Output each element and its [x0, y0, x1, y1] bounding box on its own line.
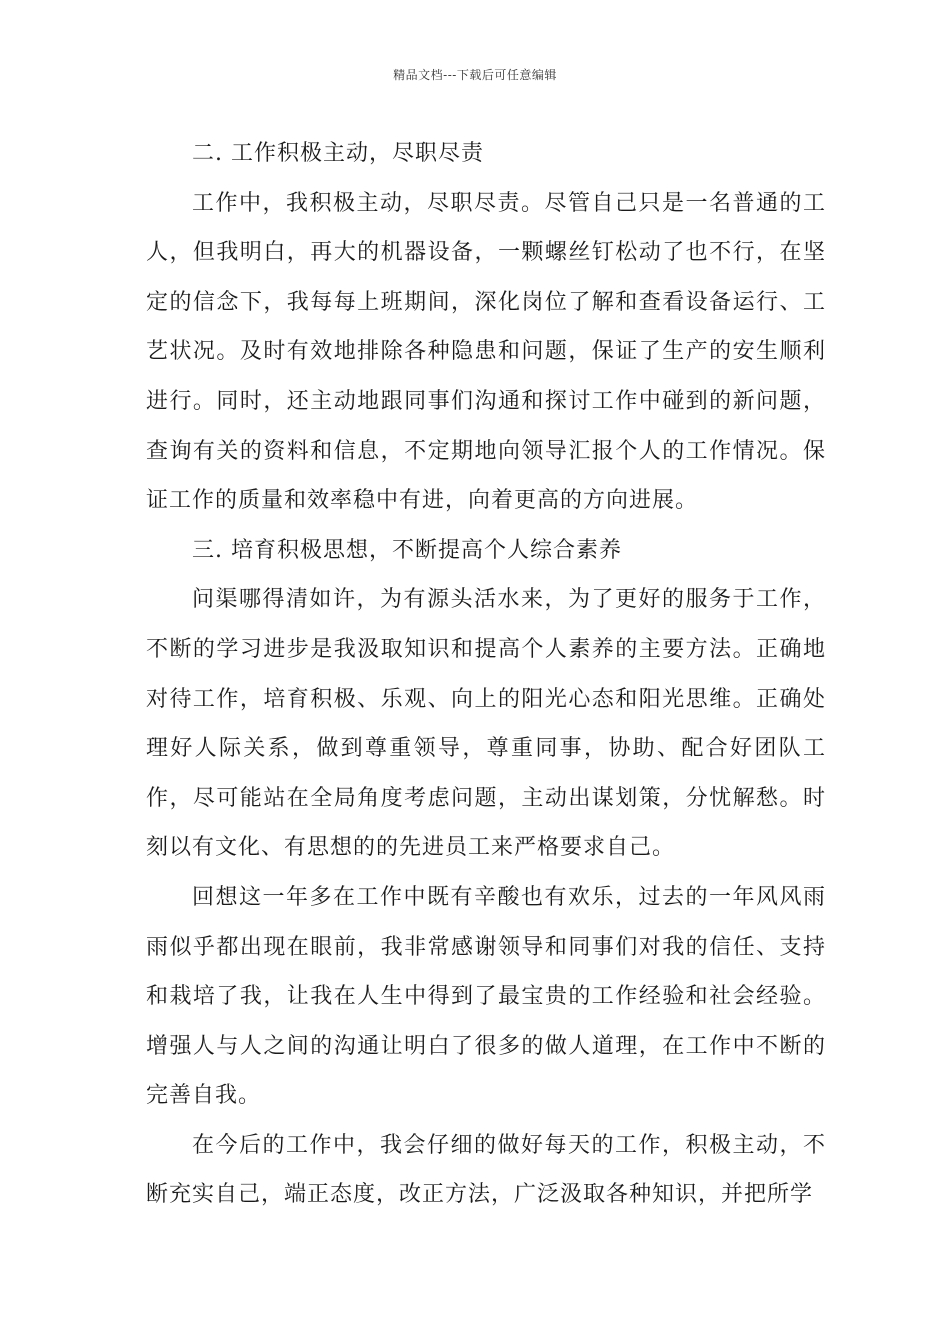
- section-heading-2: 二. 工作积极主动，尽职尽责: [192, 141, 484, 166]
- body-paragraph: 在今后的工作中，我会仔细的做好每天的工作，积极主动，不断充实自己，端正态度，改正方法，广泛汲取各种知识，并把所学: [146, 1132, 826, 1208]
- body-paragraph: 工作中，我积极主动，尽职尽责。尽管自己只是一名普通的工人，但我明白，再大的机器设备，一颗螺丝钉松动了也不行，在坚定的信念下，我每每上班期间，深化岗位了解和查看设备运行、工艺状况。及时有效地排除各种隐患和问题，保证了生产的安生顺利进行。同时，还主动地跟同事们沟通和探讨工作中碰到的新问题，查询有关的资料和信息，不定期地向领导汇报个人的工作情况。保证工作的质量和效率稳中有进，向着更高的方向进展。: [146, 190, 826, 514]
- document-body: [146, 129, 826, 1220]
- section-heading-3: 三. 培育积极思想，不断提高个人综合素养: [192, 537, 622, 563]
- page-header: 精品文档---下载后可任意编辑: [393, 68, 557, 82]
- body-paragraph: 回想这一年多在工作中既有辛酸也有欢乐，过去的一年风风雨雨似乎都出现在眼前，我非常感谢领导和同事们对我的信任、支持和栽培了我，让我在人生中得到了最宝贵的工作经验和社会经验。增强人与人之间的沟通让明白了很多的做人道理，在工作中不断的完善自我。: [146, 884, 826, 1109]
- body-paragraph: 问渠哪得清如许，为有源头活水来，为了更好的服务于工作，不断的学习进步是我汲取知识和提高个人素养的主要方法。正确地对待工作，培育积极、乐观、向上的阳光心态和阳光思维。正确处理好人际关系，做到尊重领导，尊重同事，协助、配合好团队工作，尽可能站在全局角度考虑问题，主动出谋划策，分忧解愁。时刻以有文化、有思想的的先进员工来严格要求自己。: [146, 587, 826, 861]
